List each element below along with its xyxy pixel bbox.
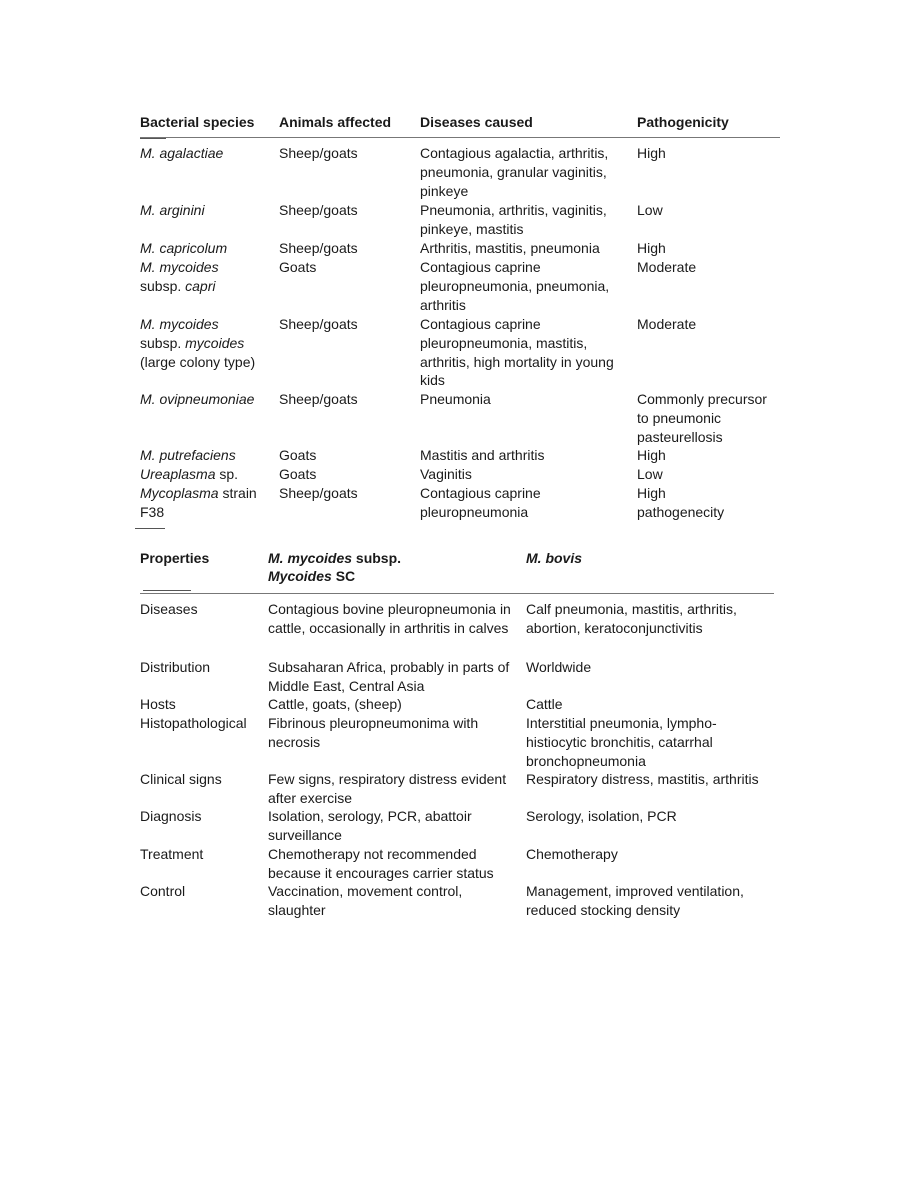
pathogenicity-cell: High: [637, 240, 666, 256]
mycoides-cell: Cattle, goats, (sheep): [268, 696, 402, 712]
species-cell: Ureaplasma sp.: [140, 466, 239, 482]
species-cell: M. mycoides subsp. capri: [140, 259, 219, 294]
species-cell: M. ovipneumoniae: [140, 391, 255, 407]
species-cell: M. mycoides subsp. mycoides (large colony type): [140, 316, 256, 370]
pathogenicity-cell: Moderate: [637, 259, 697, 275]
header-diseases-caused: Diseases caused: [420, 114, 533, 130]
properties-comparison-table: [140, 549, 774, 920]
table-row: [140, 845, 774, 882]
table-row: [140, 258, 780, 315]
table-row: [140, 658, 774, 695]
species-cell: M. capricolum: [140, 240, 228, 256]
pathogenicity-cell: Commonly precursor to pneumonic pasteurellosis: [637, 391, 767, 445]
table-row: [140, 807, 774, 845]
property-cell: Control: [140, 883, 186, 899]
mycoides-cell: Fibrinous pleuropneumonima with necrosis: [268, 715, 479, 750]
property-cell: Clinical signs: [140, 771, 222, 787]
species-cell: Mycoplasma strain F38: [140, 485, 257, 520]
header-animals-affected: Animals affected: [279, 114, 392, 130]
divider: [140, 138, 166, 139]
property-cell: Histopathological: [140, 715, 247, 731]
animals-cell: Goats: [279, 447, 317, 463]
pathogenicity-cell: Moderate: [637, 316, 697, 332]
diseases-cell: Arthritis, mastitis, pneumonia: [420, 240, 600, 256]
table2-header: [140, 549, 774, 594]
diseases-cell: Mastitis and arthritis: [420, 447, 545, 463]
property-cell: Treatment: [140, 846, 204, 862]
property-cell: Hosts: [140, 696, 176, 712]
mycoides-cell: Isolation, serology, PCR, abattoir surveillance: [268, 808, 472, 843]
animals-cell: Sheep/goats: [279, 316, 358, 332]
mycoides-cell: Few signs, respiratory distress evident after exercise: [268, 771, 507, 806]
animals-cell: Goats: [279, 259, 317, 275]
pathogenicity-cell: High pathogenecity: [637, 485, 725, 520]
pathogenicity-cell: Low: [637, 202, 663, 218]
animals-cell: Goats: [279, 466, 317, 482]
header-m-mycoides: M. mycoides subsp. Mycoides SC: [268, 550, 402, 584]
header-bacterial-species: Bacterial species: [140, 114, 255, 130]
diseases-cell: Vaginitis: [420, 466, 472, 482]
animals-cell: Sheep/goats: [279, 485, 358, 501]
table-row: [140, 484, 780, 522]
diseases-cell: Contagious caprine pleuropneumonia: [420, 485, 541, 520]
header-m-bovis: M. bovis: [526, 550, 583, 566]
table-row: [140, 446, 780, 465]
header-pathogenicity: Pathogenicity: [637, 114, 729, 130]
animals-cell: Sheep/goats: [279, 391, 358, 407]
table-row: [140, 714, 774, 770]
table-row: [140, 315, 780, 390]
pathogenicity-cell: High: [637, 447, 666, 463]
table-row: [140, 695, 774, 714]
bovis-cell: Management, improved ventilation, reduced stocking density: [526, 883, 744, 918]
table-row: [140, 239, 780, 258]
bovis-cell: Cattle: [526, 696, 563, 712]
table-row: [140, 600, 774, 658]
diseases-cell: Contagious caprine pleuropneumonia, mastitis, arthritis, high mortality in young kids: [420, 316, 614, 389]
table1-header: [140, 113, 780, 138]
bovis-cell: Serology, isolation, PCR: [526, 808, 677, 824]
table-row: [140, 201, 780, 239]
mycoides-cell: Subsaharan Africa, probably in parts of Middle East, Central Asia: [268, 659, 510, 694]
table-row: [140, 390, 780, 446]
header-properties: Properties: [140, 550, 210, 566]
diseases-cell: Pneumonia, arthritis, vaginitis, pinkeye, mastitis: [420, 202, 607, 237]
bovis-cell: Interstitial pneumonia, lympho-histiocytic bronchitis, catarrhal bronchopneumonia: [526, 715, 717, 769]
table-row: [140, 882, 774, 920]
property-cell: Distribution: [140, 659, 211, 675]
species-cell: M. agalactiae: [140, 145, 224, 161]
bacterial-species-table: [140, 113, 780, 522]
bovis-cell: Respiratory distress, mastitis, arthritis: [526, 771, 759, 787]
property-cell: Diseases: [140, 601, 198, 617]
diseases-cell: Pneumonia: [420, 391, 491, 407]
table-row: [140, 465, 780, 484]
table-row: [140, 770, 774, 807]
diseases-cell: Contagious agalactia, arthritis, pneumonia, granular vaginitis, pinkeye: [420, 145, 609, 199]
animals-cell: Sheep/goats: [279, 202, 358, 218]
animals-cell: Sheep/goats: [279, 240, 358, 256]
mycoides-cell: Contagious bovine pleuropneumonia in cattle, occasionally in arthritis in calves: [268, 601, 511, 636]
mycoides-cell: Vaccination, movement control, slaughter: [268, 883, 463, 918]
mycoides-cell: Chemotherapy not recommended because it encourages carrier status: [268, 846, 494, 881]
bovis-cell: Chemotherapy: [526, 846, 618, 862]
property-cell: Diagnosis: [140, 808, 202, 824]
species-cell: M. putrefaciens: [140, 447, 236, 463]
diseases-cell: Contagious caprine pleuropneumonia, pneumonia, arthritis: [420, 259, 610, 313]
species-cell: M. arginini: [140, 202, 205, 218]
bovis-cell: Worldwide: [526, 659, 592, 675]
pathogenicity-cell: High: [637, 145, 666, 161]
bovis-cell: Calf pneumonia, mastitis, arthritis, abortion, keratoconjunctivitis: [526, 601, 737, 636]
animals-cell: Sheep/goats: [279, 145, 358, 161]
table-row: [140, 144, 780, 201]
divider: [135, 528, 165, 529]
pathogenicity-cell: Low: [637, 466, 663, 482]
